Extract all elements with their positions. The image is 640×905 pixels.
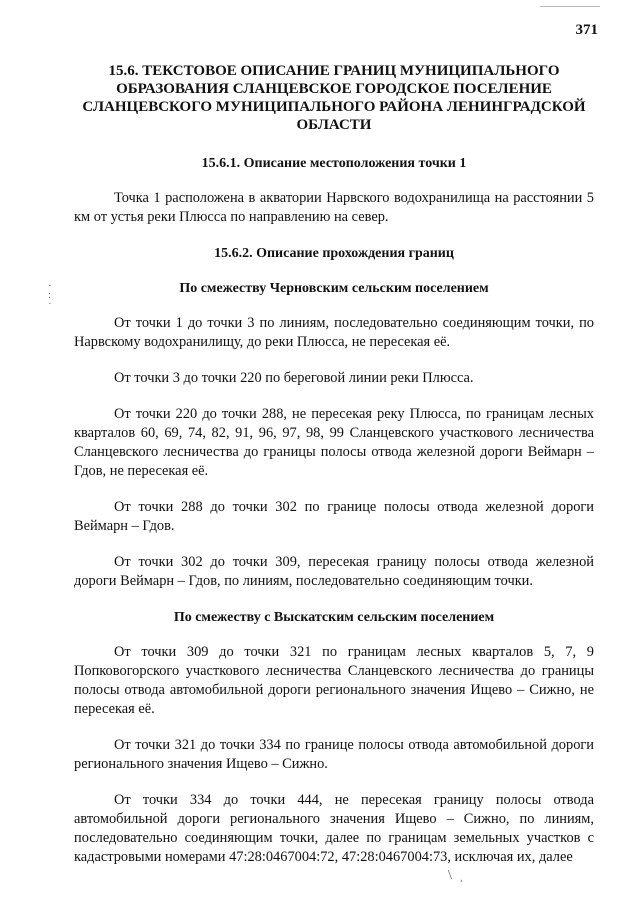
document-body xyxy=(74,62,594,884)
paragraph: От точки 309 до точки 321 по границам лесных кварталов 5, 7, 9 Попковогорского участкового лесничества Сланцевского лесничества до границы полосы отвода автомобильной дороги регионального значения Ищево – Сижно, не пересекая её. xyxy=(74,644,594,717)
part-2-heading: По смежеству с Выскатским сельским поселением xyxy=(173,610,495,625)
paragraph: От точки 321 до точки 334 по границе полосы отвода автомобильной дороги регионального значения Ищево – Сижно. xyxy=(74,737,594,772)
section-1-text: Точка 1 расположена в акватории Нарвского водохранилища на расстоянии 5 км от устья реки Плюсса по направлению на север. xyxy=(74,190,594,225)
section-2-heading: 15.6.2. Описание прохождения границ xyxy=(214,246,454,261)
paragraph: От точки 334 до точки 444, не пересекая границу полосы отвода автомобильной дороги регионального значения Ищево – Сижно, по линиям, последовательно соединяющим точки, далее по границам земельных участков с кадастровыми номерами 47:28:0467004:72, 47:28:0467004:73, исключая их, далее xyxy=(74,792,594,865)
top-rule xyxy=(540,6,600,7)
paragraph: От точки 302 до точки 309, пересекая границу полосы отвода железной дороги Веймарн – Гдов, по линиям, последовательно соединяющим точки. xyxy=(74,554,594,589)
margin-mark: · : · xyxy=(48,280,52,310)
section-1-heading: 15.6.1. Описание местоположения точки 1 xyxy=(201,156,467,171)
paragraph: От точки 220 до точки 288, не пересекая реку Плюсса, по границам лесных кварталов 60, 69, 74, 82, 91, 96, 97, 98, 99 Сланцевского участкового лесничества Сланцевского лесничества до границы полосы отвода железной дороги Веймарн – Гдов, не пересекая её. xyxy=(74,406,594,479)
part-1-heading: По смежеству Черновским сельским поселением xyxy=(179,281,489,296)
document-title: 15.6. ТЕКСТОВОЕ ОПИСАНИЕ ГРАНИЦ МУНИЦИПАЛЬНОГО ОБРАЗОВАНИЯ СЛАНЦЕВСКОЕ ГОРОДСКОЕ ПОСЕЛЕНИЕ СЛАНЦЕВСКОГО МУНИЦИПАЛЬНОГО РАЙОНА ЛЕНИНГРАДСКОЙ ОБЛАСТИ xyxy=(82,63,586,133)
page-number: 371 xyxy=(575,22,598,38)
paragraph: От точки 3 до точки 220 по береговой линии реки Плюсса. xyxy=(114,370,474,386)
paragraph: От точки 1 до точки 3 по линиям, последовательно соединяющим точки, по Нарвскому водохранилищу, до реки Плюсса, не пересекая её. xyxy=(74,315,594,350)
handwritten-mark: \ ˌ xyxy=(448,868,464,883)
paragraph: От точки 288 до точки 302 по границе полосы отвода железной дороги Веймарн – Гдов. xyxy=(74,499,594,534)
